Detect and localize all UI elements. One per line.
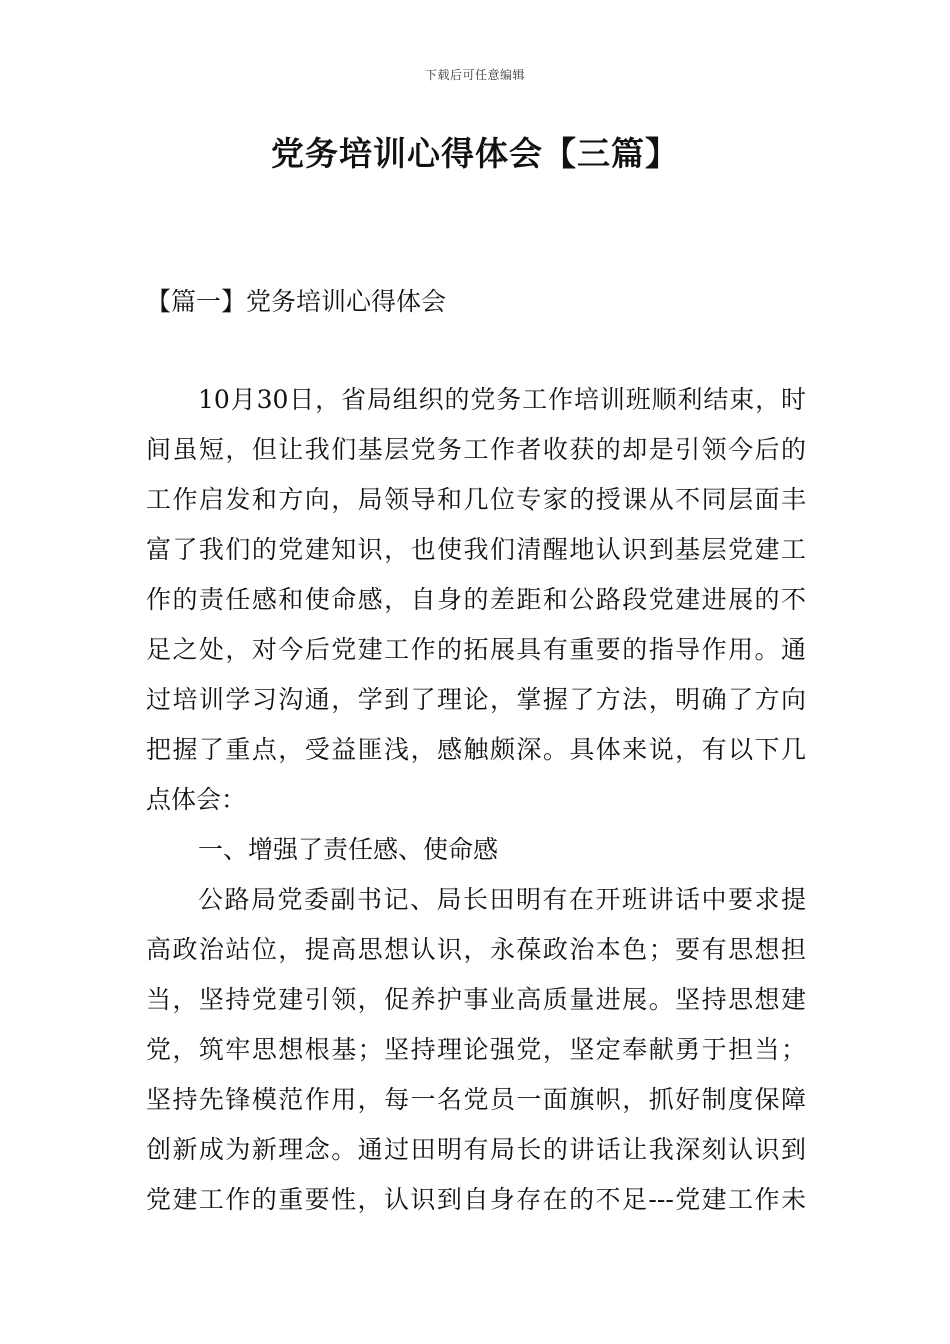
text-line: 工作启发和方向，局领导和几位专家的授课从不同层面丰 (146, 485, 806, 514)
text-line: 过培训学习沟通，学到了理论，掌握了方法，明确了方向 (146, 685, 806, 714)
text-line: 高政治站位，提高思想认识，永葆政治本色；要有思想担 (146, 935, 806, 964)
text-line: 把握了重点，受益匪浅，感触颇深。具体来说，有以下几 (146, 735, 806, 764)
text-line: 10月30日，省局组织的党务工作培训班顺利结束，时 (198, 385, 806, 414)
text-line: 创新成为新理念。通过田明有局长的讲话让我深刻认识到 (146, 1135, 806, 1164)
text-line: 党建工作的重要性，认识到自身存在的不足---党建工作未 (146, 1185, 806, 1214)
text-line: 间虽短，但让我们基层党务工作者收获的却是引领今后的 (146, 435, 806, 464)
text-line: 富了我们的党建知识，也使我们清醒地认识到基层党建工 (146, 535, 806, 564)
text-line: 坚持先锋模范作用，每一名党员一面旗帜，抓好制度保障 (146, 1085, 806, 1114)
text-line: 当，坚持党建引领，促养护事业高质量进展。坚持思想建 (146, 985, 806, 1014)
text-line: 公路局党委副书记、局长田明有在开班讲话中要求提 (198, 885, 806, 914)
body-text (146, 375, 806, 1225)
subheading-line: 一、增强了责任感、使命感 (198, 835, 499, 864)
section-heading: 【篇一】党务培训心得体会 (146, 287, 447, 316)
header-note: 下载后可任意编辑 (424, 68, 525, 82)
text-line: 党，筑牢思想根基；坚持理论强党，坚定奉献勇于担当； (146, 1035, 806, 1064)
text-line: 足之处，对今后党建工作的拓展具有重要的指导作用。通 (146, 635, 806, 664)
text-line: 作的责任感和使命感，自身的差距和公路段党建进展的不 (146, 585, 806, 614)
text-line: 点体会： (146, 785, 247, 814)
document-title: 党务培训心得体会【三篇】 (271, 134, 679, 173)
